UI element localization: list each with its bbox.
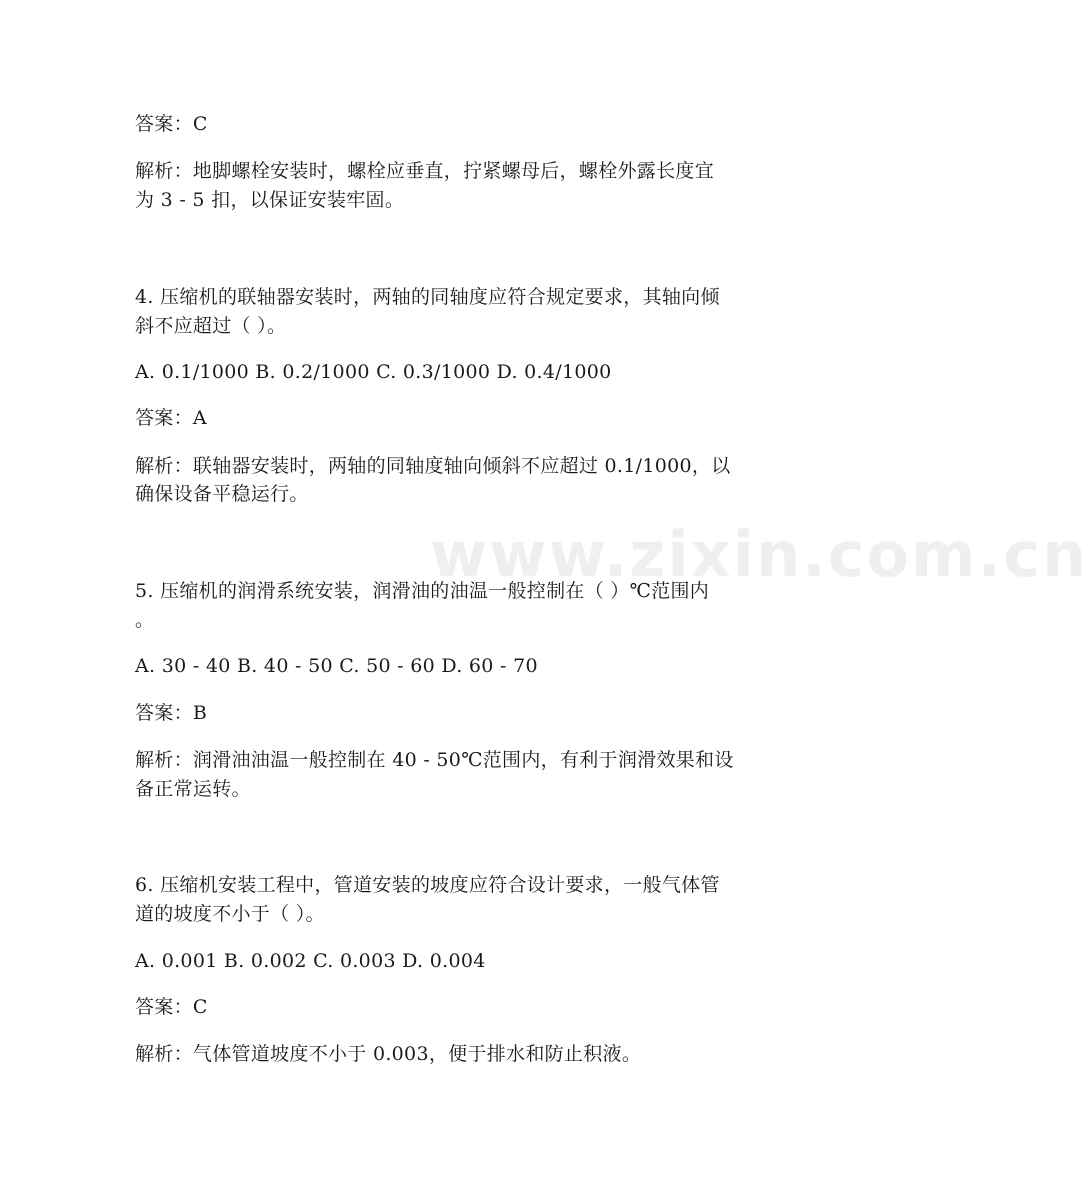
- q4-question-line-2: 斜不应超过（ ）。: [135, 315, 287, 337]
- q5-options: A. 30 - 40 B. 40 - 50 C. 50 - 60 D. 60 - 70: [135, 655, 538, 677]
- q3-explanation-line-1: 解析：地脚螺栓安装时，螺栓应垂直，拧紧螺母后，螺栓外露长度宜: [135, 160, 715, 182]
- q5-explanation-line-1: 解析：润滑油油温一般控制在 40 - 50℃范围内，有利于润滑效果和设: [135, 749, 734, 771]
- watermark: www.zixin.com.cn: [430, 518, 1088, 591]
- q4-explanation-line-1: 解析：联轴器安装时，两轴的同轴度轴向倾斜不应超过 0.1/1000，以: [135, 455, 731, 477]
- q6-answer: 答案：C: [135, 996, 208, 1018]
- q6-question-line-2: 道的坡度不小于（ ）。: [135, 903, 325, 925]
- q5-answer: 答案：B: [135, 702, 208, 724]
- q4-question-line-1: 4. 压缩机的联轴器安装时，两轴的同轴度应符合规定要求，其轴向倾: [135, 286, 720, 308]
- q6-options: A. 0.001 B. 0.002 C. 0.003 D. 0.004: [135, 950, 486, 972]
- q4-explanation-line-2: 确保设备平稳运行。: [135, 483, 309, 505]
- q4-answer: 答案：A: [135, 407, 207, 429]
- q5-explanation-line-2: 备正常运转。: [135, 778, 251, 800]
- q3-explanation-line-2: 为 3 - 5 扣，以保证安装牢固。: [135, 189, 405, 211]
- q5-question-line-2: 。: [135, 609, 155, 631]
- q5-question-line-1: 5. 压缩机的润滑系统安装，润滑油的油温一般控制在（ ）℃范围内: [135, 580, 710, 602]
- q4-options: A. 0.1/1000 B. 0.2/1000 C. 0.3/1000 D. 0.4/1000: [135, 361, 612, 383]
- q3-answer: 答案：C: [135, 113, 208, 135]
- q6-explanation-line-1: 解析：气体管道坡度不小于 0.003，便于排水和防止积液。: [135, 1043, 642, 1065]
- q6-question-line-1: 6. 压缩机安装工程中，管道安装的坡度应符合设计要求，一般气体管: [135, 874, 720, 896]
